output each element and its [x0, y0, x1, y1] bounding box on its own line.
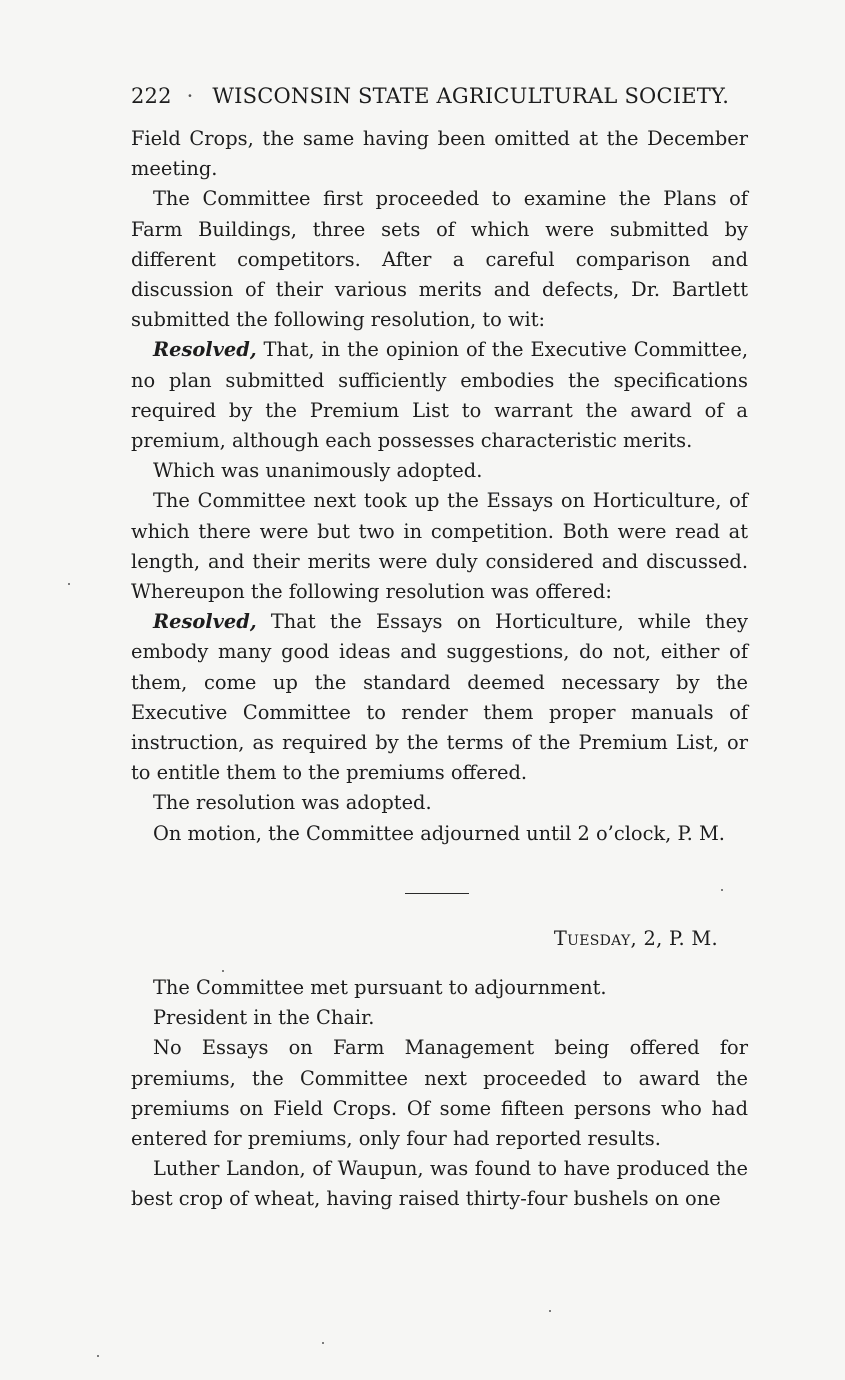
scan-speck — [68, 583, 70, 585]
paragraph: The resolution was adopted. — [153, 791, 432, 815]
paragraph: President in the Chair. — [153, 1006, 375, 1030]
resolution-paragraph — [131, 607, 748, 788]
paragraph: The Committee met pursuant to adjournment. — [153, 976, 607, 999]
scan-speck — [322, 1342, 324, 1344]
resolved-label: Resolved, — [153, 610, 257, 634]
scan-speck — [549, 1310, 551, 1312]
scan-speck — [97, 1355, 99, 1357]
resolution-paragraph — [131, 335, 748, 456]
paragraph: Which was unanimously adopted. — [153, 459, 483, 483]
running-head — [131, 84, 751, 108]
paragraph: The Committee first proceeded to examine the Plans of Farm Buildings, three sets of which were submitted by different competitors. After a careful comparison and discussion of their various merits and defects, Dr. Bartlett submitted the following resolution, to wit: — [131, 187, 748, 332]
paragraph: Luther Landon, of Waupun, was found to have produced the best crop of wheat, having raised thirty-four bushels on one — [131, 1157, 748, 1211]
page-number: 222 — [131, 84, 172, 108]
morning-session-text — [131, 124, 748, 849]
paragraph: No Essays on Farm Management being offered for premiums, the Committee next proceeded to award the premiums on Field Crops. Of some fifteen persons who had entered for premiums, only four had reported results. — [131, 1036, 748, 1151]
paragraph: The Committee next took up the Essays on Horticulture, of which there were but two in competition. Both were read at length, and their merits were duly considered and discussed. Whereupon the following resolution was offered: — [131, 489, 748, 604]
session-heading: Tuesday, 2, P. M. — [553, 927, 718, 950]
scan-speck — [721, 889, 723, 891]
section-divider-rule — [405, 893, 469, 894]
running-title: WISCONSIN STATE AGRICULTURAL SOCIETY. — [212, 84, 730, 108]
afternoon-session-text — [131, 973, 748, 1215]
scan-speck — [222, 970, 224, 972]
paragraph: On motion, the Committee adjourned until 2 o’clock, P. M. — [153, 821, 725, 845]
resolved-label: Resolved, — [153, 338, 257, 362]
resolution-text: That the Essays on Horticulture, while they embody many good ideas and suggestions, do not, either of them, come up the standard deemed necessary by the Executive Committee to render them proper manuals of instruction, as required by the terms of the Premium List, or to entitle them to the premiums offered. — [131, 610, 748, 785]
header-separator: · — [186, 84, 194, 108]
paragraph: Field Crops, the same having been omitted at the December meeting. — [131, 127, 748, 181]
resolution-text: That, in the opinion of the Executive Committee, no plan submitted sufficiently embodies the specifications required by the Premium List to warrant the award of a premium, although each possesses characteristic merits. — [131, 338, 748, 453]
